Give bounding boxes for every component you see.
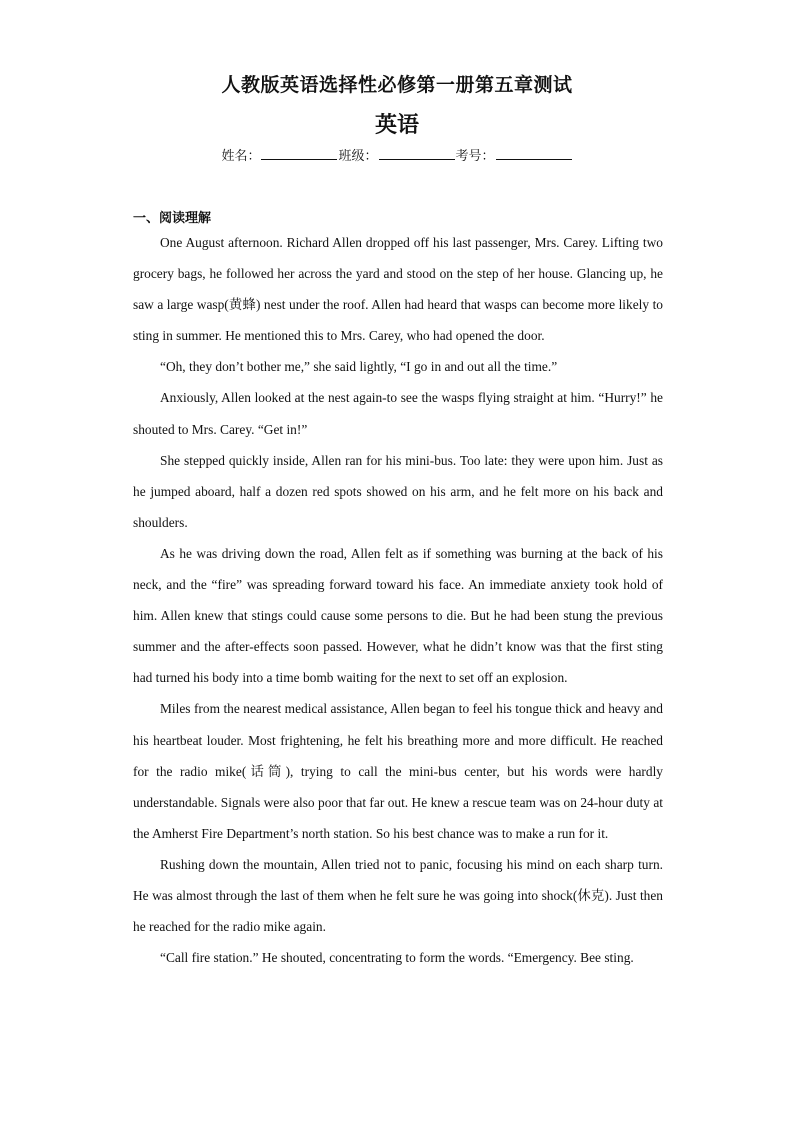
paragraph: Miles from the nearest medical assistance, Allen began to feel his tongue thick and heavy and his heartbeat louder. Most frightening, he felt his breathing more and more difficult. He reached for the radio mike(话筒), trying to call the mini-bus center, but his words were hardly understandable. Signals were also poor that far out. He knew a rescue team was on 24-hour duty at the Amherst Fire Department’s north station. So his best chance was to make a run for it.	[133, 701, 663, 841]
paragraph: “Oh, they don’t bother me,” she said lightly, “I go in and out all the time.”	[160, 359, 558, 375]
paragraph: As he was driving down the road, Allen felt as if something was burning at the back of his neck, and the “fire” was spreading forward toward his face. An immediate anxiety took hold of him. Allen knew that stings could cause some persons to die. But he had been stung the previous summer and the after-effects soon passed. However, what he didn’t know was that the first sting had turned his body into a time bomb waiting for the next to set off an explosion.	[133, 545, 663, 686]
paragraph: Anxiously, Allen looked at the nest again-to see the wasps flying straight at him. “Hurry!” he shouted to Mrs. Carey. “Get in!”	[133, 390, 663, 437]
paragraph: Rushing down the mountain, Allen tried not to panic, focusing his mind on each sharp turn. He was almost through the last of them when he felt sure he was going into shock(休克). Just then he reached for the radio mike again.	[133, 856, 663, 935]
paragraph: “Call fire station.” He shouted, concentrating to form the words. “Emergency. Bee sting.	[160, 950, 634, 966]
subject-title: 英语	[374, 113, 419, 138]
student-info-line	[0, 145, 794, 164]
name-blank	[261, 147, 337, 160]
paragraph: She stepped quickly inside, Allen ran for his mini-bus. Too late: they were upon him. Just as he jumped aboard, half a dozen red spots showed on his arm, and he felt more on his back and shoulders.	[133, 452, 663, 530]
paragraph: One August afternoon. Richard Allen dropped off his last passenger, Mrs. Carey. Lifting two grocery bags, he followed her across the yard and stood on the step of her house. Glancing up, he saw a large wasp(黄蜂) nest under the roof. Allen had heard that wasps can become more likely to sting in summer. He mentioned this to Mrs. Carey, who had opened the door.	[133, 235, 663, 344]
section-heading: 一、阅读理解	[133, 211, 212, 226]
exam-title: 人教版英语选择性必修第一册第五章测试	[221, 74, 573, 96]
number-label: 考号：	[455, 149, 495, 164]
reading-passage	[133, 227, 663, 973]
number-blank	[496, 147, 572, 160]
class-label: 班级：	[338, 149, 378, 164]
class-blank	[379, 147, 455, 160]
name-label: 姓名：	[221, 149, 261, 164]
